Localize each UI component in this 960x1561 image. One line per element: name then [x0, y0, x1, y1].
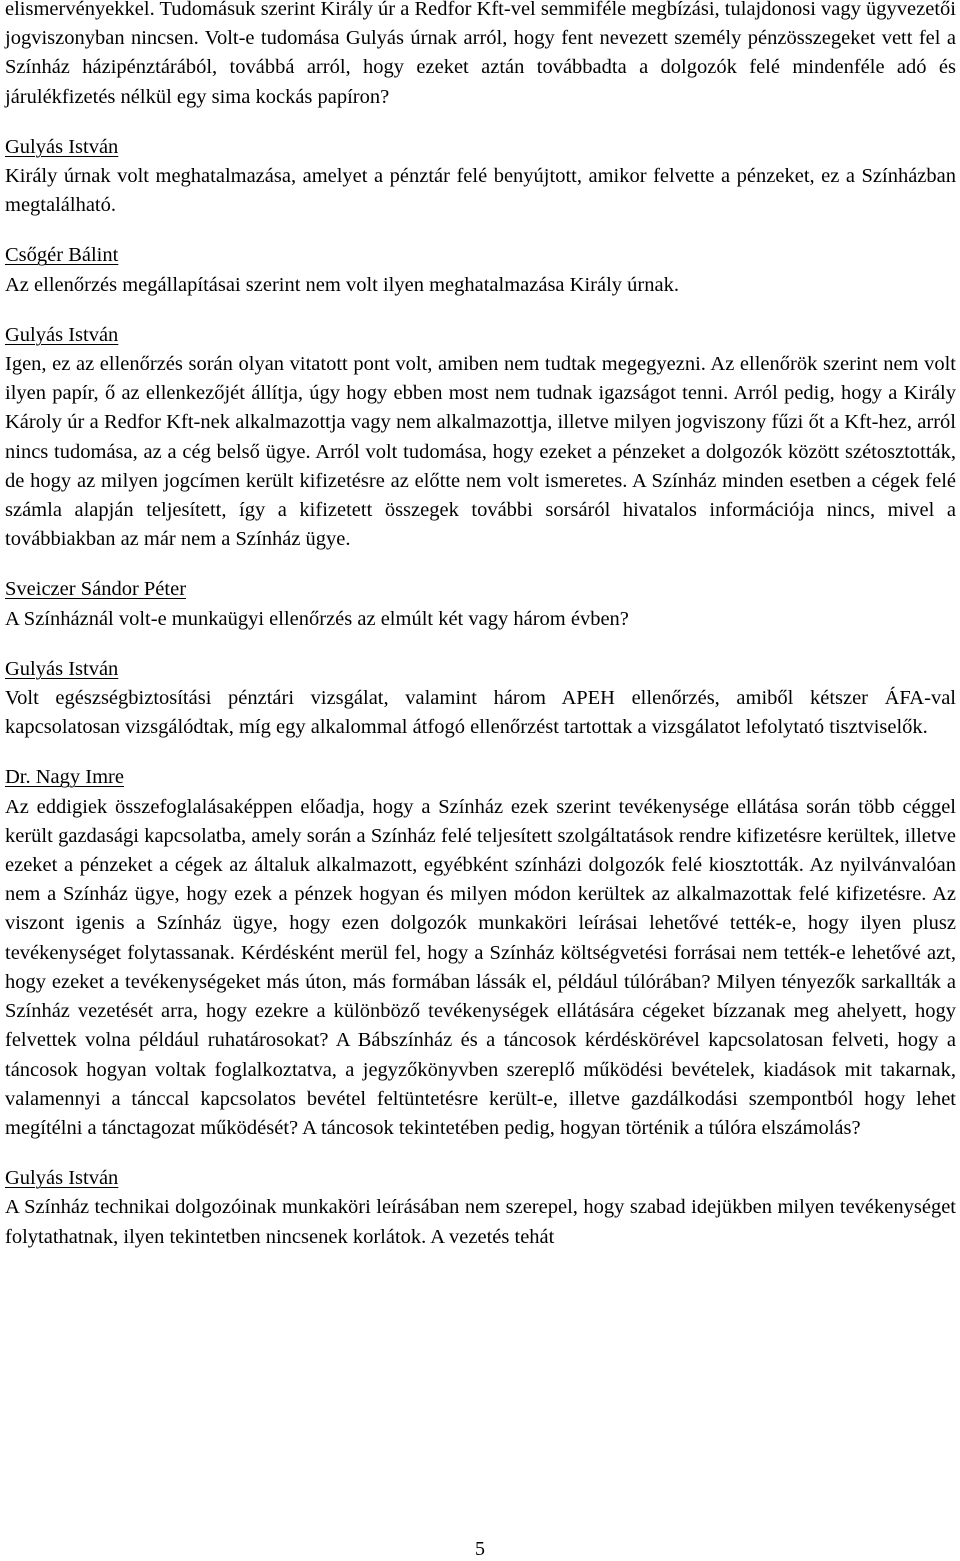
intro-paragraph: elismervényekkel. Tudomásuk szerint Király úr a Redfor Kft-vel semmiféle megbízási, tulajdonosi vagy ügyvezetői jogviszonyban nincsen. Volt-e tudomása Gulyás úrnak arról, hogy fent nevezett személy pénzösszegeket vett fel a Színház házipénztárából, továbbá arról, hogy ezeket aztán továbbadta a dolgozók felé mindenféle adó és járulékfizetés nélkül egy sima kockás papíron?: [5, 0, 956, 108]
statement-text: Volt egészségbiztosítási pénztári vizsgálat, valamint három APEH ellenőrzés, amiből kétszer ÁFA-val kapcsolatosan vizsgálódtak, míg egy alkalommal átfogó ellenőrzést tartottak a vizsgálatot lefolytató tisztviselők.: [5, 687, 956, 739]
speaker-name: Gulyás István: [5, 135, 119, 158]
statement-text: Az eddigiek összefoglalásaképpen előadja, hogy a Színház ezek szerint tevékenysége ellátása során több céggel került gazdasági kapcsolatba, amely során a Színház felé teljesített szolgáltatások rendre kifizetésre kerültek, illetve ezeket a pénzeket a cégek az általuk alkalmazott, egyébként színházi dolgozók felé kiosztották. Az nyilvánvalóan nem a Színház ügye, hogy ezek a pénzek hogyan és milyen módon kerültek az alkalmazottak felé kifizetésre. Az viszont igenis a Színház ügye, hogy ezen dolgozók munkaköri leírásai lehetővé tették-e, hogy ilyen plusz tevékenységet folytassanak. Kérdésként merül fel, hogy a Színház költségvetési forrásai nem tették-e lehetővé azt, hogy ezeket a tevékenységeket más úton, más formában lássák el, például túlórában? Milyen tényezők sarkallták a Színház vezetését arra, hogy ezekre a különböző tevékenységek ellátására cégeket bízzanak meg ahelyett, hogy felvettek volna például ruhatárosokat? A Bábszínház és a táncosok kérdéskörével kapcsolatosan felveti, hogy a táncosok hogyan voltak foglalkoztatva, a jegyzőkönyvben szereplő működési bevételek, kiadások mit takarnak, valamennyi a tánccal kapcsolatos bevétel feltüntetésre került-e, illetve gazdálkodási szempontból hogy lehet megítélni a tánctagozat működését? A táncosok tekintetében pedig, hogyan történik a túlóra elszámolás?: [5, 795, 956, 1139]
speaker-name: Csőgér Bálint: [5, 244, 119, 267]
statement-block: [5, 321, 956, 555]
statement-block: [5, 655, 956, 743]
statement-block: [5, 241, 956, 299]
speaker-name: Gulyás István: [5, 1167, 119, 1190]
speaker-name: Gulyás István: [5, 657, 119, 680]
speaker-name: Sveiczer Sándor Péter: [5, 578, 187, 601]
document-page: [5, 0, 956, 1273]
statement-block: [5, 763, 956, 1143]
page-number: 5: [475, 1538, 485, 1560]
statement-text: A Színház technikai dolgozóinak munkaköri leírásában nem szerepel, hogy szabad idejükben milyen tevékenységet folytathatnak, ilyen tekintetben nincsenek korlátok. A vezetés tehát: [5, 1196, 956, 1248]
statement-text: Király úrnak volt meghatalmazása, amelyet a pénztár felé benyújtott, amikor felvette a pénzeket, ez a Színházban megtalálható.: [5, 165, 956, 217]
speaker-name: Gulyás István: [5, 323, 119, 346]
speaker-name: Dr. Nagy Imre: [5, 766, 124, 789]
statement-block: [5, 575, 956, 633]
statement-text: Igen, ez az ellenőrzés során olyan vitatott pont volt, amiben nem tudtak megegyezni. Az ellenőrök szerint nem volt ilyen papír, ő az ellenkezőjét állítja, úgy hogy ebben most nem tudnak igazságot tenni. Arról pedig, hogy a Király Károly úr a Redfor Kft-nek alkalmazottja vagy nem alkalmazottja, illetve milyen jogviszony fűzi őt a Kft-hez, arról nincs tudomása, az a cég belső ügye. Arról volt tudomása, hogy ezeket a pénzeket a dolgozók között szétosztották, de hogy az milyen jogcímen került kifizetésre az előtte nem volt ismeretes. A Színház minden esetben a cégek felé számla alapján teljesített, így a kifizetett összegek további sorsáról hivatalos információja nincs, mivel a továbbiakban az már nem a Színház ügye.: [5, 353, 956, 551]
statement-text: A Színháznál volt-e munkaügyi ellenőrzés az elmúlt két vagy három évben?: [5, 607, 629, 630]
statement-block: [5, 133, 956, 221]
statement-text: Az ellenőrzés megállapításai szerint nem volt ilyen meghatalmazása Király úrnak.: [5, 273, 679, 296]
statement-block: [5, 1164, 956, 1252]
